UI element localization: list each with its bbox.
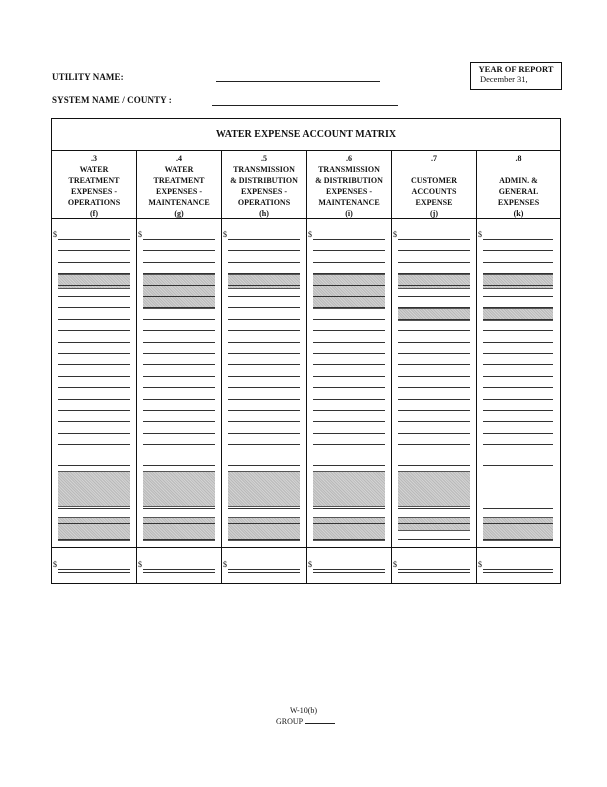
total-entry-line[interactable] <box>58 569 130 570</box>
column-number: .5 <box>261 154 267 163</box>
column-title-line <box>477 164 560 175</box>
column-title-line: TREATMENT <box>68 176 120 185</box>
entry-line[interactable] <box>58 433 130 434</box>
entry-line[interactable] <box>228 239 300 240</box>
entry-line[interactable] <box>143 285 215 286</box>
entry-line[interactable] <box>398 285 470 286</box>
entry-line[interactable] <box>483 508 553 509</box>
entry-line[interactable] <box>58 465 130 466</box>
entry-line[interactable] <box>228 376 300 377</box>
total-entry-line[interactable] <box>143 569 215 570</box>
column-title-line: ADMIN. & <box>499 176 538 185</box>
entry-line[interactable] <box>143 239 215 240</box>
entry-line[interactable] <box>143 433 215 434</box>
entry-line[interactable] <box>228 273 300 274</box>
column-title-line: EXPENSE <box>415 198 453 207</box>
column-header <box>392 151 476 219</box>
entry-line[interactable] <box>228 330 300 331</box>
entry-line[interactable] <box>398 296 470 297</box>
entry-line[interactable] <box>398 433 470 434</box>
column-title-line: EXPENSES - <box>70 187 117 196</box>
entry-line[interactable] <box>228 399 300 400</box>
shaded-band <box>58 471 130 507</box>
page-code: W-10(b) <box>289 706 318 715</box>
entry-line[interactable] <box>483 376 553 377</box>
entry-line[interactable] <box>58 364 130 365</box>
entry-line[interactable] <box>313 364 385 365</box>
entry-line[interactable] <box>483 523 553 524</box>
group-field <box>276 717 335 726</box>
shaded-band <box>143 471 215 507</box>
total-entry-line[interactable] <box>313 569 385 570</box>
totals-separator <box>477 547 560 548</box>
total-entry-line[interactable] <box>228 569 300 570</box>
entry-line[interactable] <box>143 307 215 308</box>
entry-line[interactable] <box>483 273 553 274</box>
column-number: .7 <box>431 154 437 163</box>
entry-line[interactable] <box>483 387 553 388</box>
entry-line[interactable] <box>483 342 553 343</box>
entry-line[interactable] <box>143 399 215 400</box>
entry-line[interactable] <box>398 376 470 377</box>
entry-line[interactable] <box>313 273 385 274</box>
total-dollar-sign: $ <box>393 560 397 569</box>
shaded-band <box>313 274 385 309</box>
shaded-band <box>483 274 553 289</box>
entry-line[interactable] <box>313 508 385 509</box>
entry-line[interactable] <box>313 353 385 354</box>
entry-line[interactable] <box>143 539 215 540</box>
shaded-band <box>398 471 470 507</box>
dollar-sign: $ <box>138 230 142 239</box>
utility-name-label: UTILITY NAME: <box>52 72 124 82</box>
column-title-line: EXPENSES - <box>325 187 372 196</box>
entry-line[interactable] <box>228 342 300 343</box>
totals-separator <box>392 547 476 548</box>
column-title-line: GENERAL <box>498 187 539 196</box>
entry-line[interactable] <box>313 387 385 388</box>
entry-line[interactable] <box>143 296 215 297</box>
entry-line[interactable] <box>483 410 553 411</box>
entry-line[interactable] <box>228 250 300 251</box>
column-title-line: TREATMENT <box>153 176 205 185</box>
entry-line[interactable] <box>143 250 215 251</box>
column-header <box>477 151 560 219</box>
entry-line[interactable] <box>228 364 300 365</box>
column-number: .4 <box>176 154 182 163</box>
entry-line[interactable] <box>398 539 470 540</box>
entry-line[interactable] <box>58 539 130 540</box>
shaded-band <box>398 274 470 289</box>
column-letter: (i) <box>345 209 353 218</box>
column-title-line <box>392 164 476 175</box>
entry-line[interactable] <box>398 342 470 343</box>
entry-line[interactable] <box>143 444 215 445</box>
entry-line[interactable] <box>313 307 385 308</box>
total-dollar-sign: $ <box>223 560 227 569</box>
entry-line[interactable] <box>58 508 130 509</box>
shaded-band <box>313 471 385 507</box>
entry-line[interactable] <box>398 307 470 308</box>
group-input[interactable] <box>305 723 335 724</box>
entry-line[interactable] <box>143 421 215 422</box>
totals-separator <box>52 547 136 548</box>
entry-line[interactable] <box>228 421 300 422</box>
entry-line[interactable] <box>398 410 470 411</box>
entry-line[interactable] <box>143 330 215 331</box>
totals-separator <box>137 547 221 548</box>
shaded-band <box>483 517 553 541</box>
dollar-sign: $ <box>308 230 312 239</box>
entry-line[interactable] <box>313 330 385 331</box>
dollar-sign: $ <box>393 230 397 239</box>
entry-line[interactable] <box>483 330 553 331</box>
shaded-band <box>58 517 130 541</box>
shaded-band <box>398 517 470 531</box>
entry-line[interactable] <box>228 433 300 434</box>
entry-line[interactable] <box>228 296 300 297</box>
column-number: .6 <box>346 154 352 163</box>
dollar-sign: $ <box>478 230 482 239</box>
column-header <box>137 151 221 219</box>
total-entry-line[interactable] <box>398 569 470 570</box>
shaded-band <box>228 517 300 541</box>
entry-line[interactable] <box>483 539 553 540</box>
totals-separator <box>222 547 306 548</box>
column-title-line: CUSTOMER <box>410 176 458 185</box>
entry-line[interactable] <box>398 330 470 331</box>
column-letter: (f) <box>90 209 98 218</box>
entry-line[interactable] <box>398 250 470 251</box>
column-number: .8 <box>515 154 522 163</box>
entry-line[interactable] <box>58 444 130 445</box>
entry-line[interactable] <box>313 399 385 400</box>
entry-line[interactable] <box>398 444 470 445</box>
entry-line[interactable] <box>483 433 553 434</box>
entry-line[interactable] <box>228 387 300 388</box>
entry-line[interactable] <box>143 262 215 263</box>
entry-line[interactable] <box>483 262 553 263</box>
water-expense-matrix <box>51 118 561 584</box>
total-double-underline <box>228 572 300 573</box>
entry-line[interactable] <box>143 508 215 509</box>
entry-line[interactable] <box>483 353 553 354</box>
entry-line[interactable] <box>313 465 385 466</box>
total-dollar-sign: $ <box>308 560 312 569</box>
total-double-underline <box>58 572 130 573</box>
entry-line[interactable] <box>398 353 470 354</box>
shaded-band <box>228 274 300 289</box>
column-title-line: OPERATIONS <box>237 198 291 207</box>
entry-line[interactable] <box>228 285 300 286</box>
entry-line[interactable] <box>58 330 130 331</box>
entry-line[interactable] <box>58 296 130 297</box>
column-letter: (k) <box>513 209 524 218</box>
total-double-underline <box>483 572 553 573</box>
column-title-line: EXPENSES - <box>240 187 287 196</box>
column-title-line: TRANSMISSION <box>233 165 295 174</box>
shaded-band <box>143 274 215 309</box>
entry-line[interactable] <box>398 421 470 422</box>
column-title-line: OPERATIONS <box>67 198 121 207</box>
entry-line[interactable] <box>398 319 470 320</box>
entry-line[interactable] <box>58 421 130 422</box>
matrix-title: WATER EXPENSE ACCOUNT MATRIX <box>52 119 560 151</box>
entry-line[interactable] <box>313 410 385 411</box>
column-title-line: WATER <box>79 165 109 174</box>
system-name-label: SYSTEM NAME / COUNTY : <box>52 95 172 105</box>
matrix-column-g <box>137 151 222 583</box>
entry-line[interactable] <box>398 387 470 388</box>
matrix-column-f <box>52 151 137 583</box>
entry-line[interactable] <box>313 523 385 524</box>
entry-line[interactable] <box>58 376 130 377</box>
shaded-band <box>143 517 215 541</box>
entry-line[interactable] <box>483 399 553 400</box>
dollar-sign: $ <box>53 230 57 239</box>
entry-line[interactable] <box>483 250 553 251</box>
matrix-column-i <box>307 151 392 583</box>
year-of-report-label: YEAR OF REPORT <box>478 64 554 74</box>
entry-line[interactable] <box>228 465 300 466</box>
entry-line[interactable] <box>313 376 385 377</box>
entry-line[interactable] <box>483 239 553 240</box>
entry-line[interactable] <box>483 296 553 297</box>
column-letter: (g) <box>174 209 184 218</box>
entry-line[interactable] <box>143 353 215 354</box>
entry-line[interactable] <box>483 421 553 422</box>
entry-line[interactable] <box>228 262 300 263</box>
entry-line[interactable] <box>228 508 300 509</box>
entry-line[interactable] <box>228 307 300 308</box>
entry-line[interactable] <box>143 387 215 388</box>
column-title-line: TRANSMISSION <box>318 165 380 174</box>
group-label: GROUP <box>276 717 304 726</box>
entry-line[interactable] <box>483 319 553 320</box>
entry-line[interactable] <box>228 319 300 320</box>
entry-line[interactable] <box>483 444 553 445</box>
entry-line[interactable] <box>483 307 553 308</box>
total-dollar-sign: $ <box>53 560 57 569</box>
shaded-band <box>58 274 130 289</box>
total-double-underline <box>398 572 470 573</box>
column-title-line: ACCOUNTS <box>411 187 457 196</box>
entry-line[interactable] <box>58 387 130 388</box>
year-of-report-box <box>470 62 562 90</box>
column-title-line: EXPENSES - <box>155 187 202 196</box>
entry-line[interactable] <box>313 250 385 251</box>
entry-line[interactable] <box>58 399 130 400</box>
column-title-line: MAINTENANCE <box>318 198 380 207</box>
total-dollar-sign: $ <box>138 560 142 569</box>
total-double-underline <box>143 572 215 573</box>
shaded-band <box>228 471 300 507</box>
entry-line[interactable] <box>398 399 470 400</box>
entry-line[interactable] <box>58 523 130 524</box>
entry-line[interactable] <box>58 262 130 263</box>
entry-line[interactable] <box>313 239 385 240</box>
column-title-line: & DISTRIBUTION <box>315 176 383 185</box>
shaded-band <box>313 517 385 541</box>
entry-line[interactable] <box>313 262 385 263</box>
entry-line[interactable] <box>313 539 385 540</box>
entry-line[interactable] <box>58 285 130 286</box>
entry-line[interactable] <box>313 342 385 343</box>
column-title-line: & DISTRIBUTION <box>230 176 298 185</box>
column-letter: (h) <box>259 209 269 218</box>
column-title-line: EXPENSES <box>497 198 540 207</box>
entry-line[interactable] <box>143 523 215 524</box>
entry-line[interactable] <box>143 364 215 365</box>
entry-line[interactable] <box>398 239 470 240</box>
entry-line[interactable] <box>58 410 130 411</box>
column-header <box>52 151 136 219</box>
total-entry-line[interactable] <box>483 569 553 570</box>
entry-line[interactable] <box>143 376 215 377</box>
entry-line[interactable] <box>313 444 385 445</box>
entry-line[interactable] <box>58 273 130 274</box>
entry-line[interactable] <box>58 353 130 354</box>
entry-line[interactable] <box>398 262 470 263</box>
entry-line[interactable] <box>228 539 300 540</box>
entry-line[interactable] <box>313 285 385 286</box>
entry-line[interactable] <box>313 433 385 434</box>
dollar-sign: $ <box>223 230 227 239</box>
entry-line[interactable] <box>483 285 553 286</box>
entry-line[interactable] <box>143 465 215 466</box>
entry-line[interactable] <box>228 353 300 354</box>
entry-line[interactable] <box>398 273 470 274</box>
totals-separator <box>307 547 391 548</box>
column-title-line: WATER <box>164 165 194 174</box>
entry-line[interactable] <box>58 319 130 320</box>
entry-line[interactable] <box>58 239 130 240</box>
column-number: .3 <box>91 154 97 163</box>
entry-line[interactable] <box>483 364 553 365</box>
entry-line[interactable] <box>228 523 300 524</box>
system-name-field[interactable] <box>212 104 398 106</box>
total-dollar-sign: $ <box>478 560 482 569</box>
entry-line[interactable] <box>398 508 470 509</box>
entry-line[interactable] <box>228 444 300 445</box>
entry-line[interactable] <box>313 421 385 422</box>
entry-line[interactable] <box>58 342 130 343</box>
entry-line[interactable] <box>58 307 130 308</box>
entry-line[interactable] <box>313 319 385 320</box>
entry-line[interactable] <box>398 364 470 365</box>
matrix-column-h <box>222 151 307 583</box>
entry-line[interactable] <box>398 523 470 524</box>
entry-line[interactable] <box>143 342 215 343</box>
entry-line[interactable] <box>58 250 130 251</box>
matrix-column-j <box>392 151 477 583</box>
column-header <box>222 151 306 219</box>
entry-line[interactable] <box>143 410 215 411</box>
year-of-report-value: December 31, <box>480 74 528 84</box>
utility-name-field[interactable] <box>216 80 380 82</box>
entry-line[interactable] <box>483 465 553 466</box>
entry-line[interactable] <box>143 273 215 274</box>
entry-line[interactable] <box>398 465 470 466</box>
entry-line[interactable] <box>313 296 385 297</box>
column-letter: (j) <box>430 209 438 218</box>
matrix-column-k <box>477 151 560 583</box>
column-header <box>307 151 391 219</box>
entry-line[interactable] <box>143 319 215 320</box>
total-double-underline <box>313 572 385 573</box>
column-title-line: MAINTENANCE <box>148 198 210 207</box>
entry-line[interactable] <box>228 410 300 411</box>
